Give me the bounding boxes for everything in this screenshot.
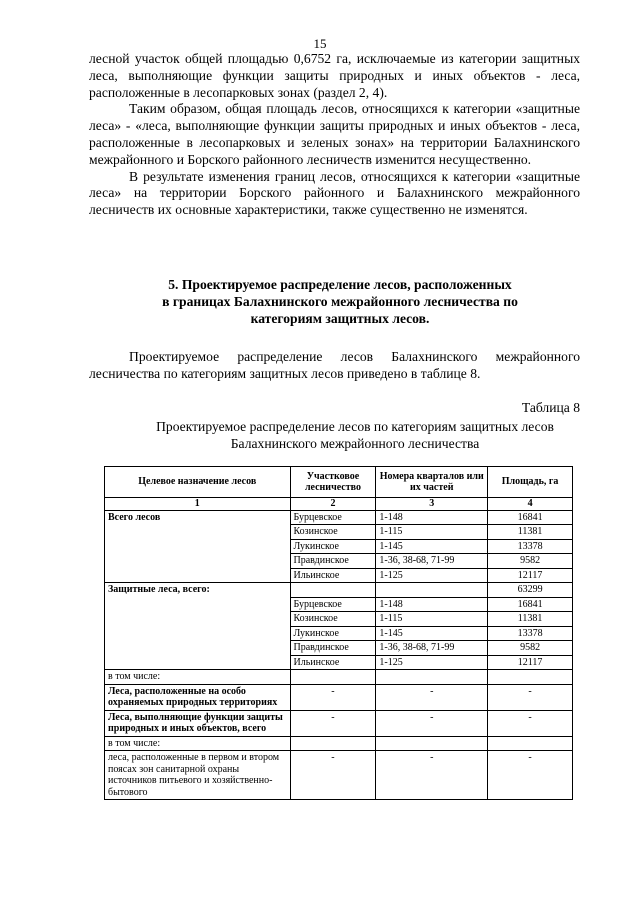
table-row	[105, 583, 573, 598]
column-number: 2	[290, 498, 376, 511]
cell-district: Ильинское	[290, 655, 376, 670]
row-label: Всего лесов	[105, 510, 291, 583]
table-header-row	[105, 467, 573, 498]
table-row	[105, 710, 573, 736]
cell-area: 9582	[488, 641, 573, 656]
heading-line: категориям защитных лесов.	[250, 311, 430, 326]
table-row	[105, 670, 573, 685]
cell-area: 13378	[488, 626, 573, 641]
cell-quarters: 1-36, 38-68, 71-99	[376, 554, 488, 569]
paragraph: В результате изменения границ лесов, относящихся к категории «защитные леса» на территории Борского районного и Балахнинского межрайонного лесничеств их основные характеристики, также существенно не изменятся.	[89, 168, 580, 218]
cell-district: -	[290, 684, 376, 710]
caption-line: Проектируемое распределение лесов по категориям защитных лесов	[156, 419, 554, 434]
distribution-table	[104, 466, 573, 800]
cell-district: Козинское	[290, 612, 376, 627]
column-header: Участковое лесничество	[290, 467, 376, 498]
caption-line: Балахнинского межрайонного лесничества	[230, 436, 480, 451]
cell-district: -	[290, 710, 376, 736]
cell-area: 9582	[488, 554, 573, 569]
heading-line: 5. Проектируемое распределение лесов, расположенных	[168, 277, 512, 292]
table-number: Таблица 8	[521, 400, 580, 415]
cell-quarters: 1-115	[376, 612, 488, 627]
cell-district: -	[290, 751, 376, 800]
cell-district: Лукинское	[290, 626, 376, 641]
cell-area: 12117	[488, 655, 573, 670]
cell-quarters: 1-145	[376, 626, 488, 641]
table-row	[105, 751, 573, 800]
cell-area: 16841	[488, 597, 573, 612]
cell-district: Козинское	[290, 525, 376, 540]
row-label: Леса, выполняющие функции защиты природных и иных объектов, всего	[105, 710, 291, 736]
cell-quarters: 1-148	[376, 597, 488, 612]
column-number: 3	[376, 498, 488, 511]
cell-area: 13378	[488, 539, 573, 554]
cell-quarters: -	[376, 710, 488, 736]
cell-area: -	[488, 710, 573, 736]
cell-quarters: 1-125	[376, 655, 488, 670]
cell-area-total: 63299	[488, 583, 573, 598]
cell-area: -	[488, 751, 573, 800]
row-label: в том числе:	[105, 736, 291, 751]
cell-district: Лукинское	[290, 539, 376, 554]
table-row	[105, 684, 573, 710]
column-header: Площадь, га	[488, 467, 573, 498]
heading-line: в границах Балахнинского межрайонного лесничества по	[162, 294, 518, 309]
cell-district: Ильинское	[290, 568, 376, 583]
cell-district: Бурцевское	[290, 510, 376, 525]
table-row	[105, 510, 573, 525]
cell-area: 16841	[488, 510, 573, 525]
row-label: Леса, расположенные на особо охраняемых природных территориях	[105, 684, 291, 710]
table-row	[105, 736, 573, 751]
cell-district: Бурцевское	[290, 597, 376, 612]
cell-quarters: 1-148	[376, 510, 488, 525]
column-header: Номера кварталов или их частей	[376, 467, 488, 498]
intro-text	[89, 349, 580, 383]
row-label: Защитные леса, всего:	[105, 583, 291, 670]
paragraph: лесной участок общей площадью 0,6752 га, исключаемые из категории защитных леса, выполняющие функции защиты природных и иных объектов - леса, расположенные в лесопарковых зонах (раздел 2, 4).	[89, 51, 580, 100]
cell-district: Правдинское	[290, 554, 376, 569]
cell-district: Правдинское	[290, 641, 376, 656]
cell-quarters: -	[376, 684, 488, 710]
table-caption	[120, 418, 590, 452]
cell-quarters: -	[376, 751, 488, 800]
column-number-row	[105, 498, 573, 511]
cell-area: -	[488, 684, 573, 710]
section-heading	[110, 276, 570, 327]
column-number: 4	[488, 498, 573, 511]
page-number: 15	[313, 36, 327, 51]
cell-quarters: 1-125	[376, 568, 488, 583]
cell-quarters	[376, 583, 488, 598]
column-number: 1	[105, 498, 291, 511]
cell-area: 12117	[488, 568, 573, 583]
cell-quarters: 1-115	[376, 525, 488, 540]
paragraph: Проектируемое распределение лесов Балахнинского межрайонного лесничества по категориям защитных лесов приведено в таблице 8.	[89, 349, 580, 381]
cell-quarters: 1-36, 38-68, 71-99	[376, 641, 488, 656]
row-label: леса, расположенные в первом и втором поясах зон санитарной охраны источников питьевого и хозяйственно-бытового	[105, 751, 291, 800]
paragraph: Таким образом, общая площадь лесов, относящихся к категории «защитные леса» - «леса, выполняющие функции защиты природных и иных объектов - леса, расположенные в лесопарковых и зеленых зонах» на территории Балахнинского межрайонного и Борского районного лесничеств изменится несущественно.	[89, 101, 580, 167]
cell-district	[290, 583, 376, 598]
row-label: в том числе:	[105, 670, 291, 685]
cell-area: 11381	[488, 525, 573, 540]
cell-area: 11381	[488, 612, 573, 627]
cell-quarters: 1-145	[376, 539, 488, 554]
column-header: Целевое назначение лесов	[105, 467, 291, 498]
body-text	[89, 51, 580, 219]
